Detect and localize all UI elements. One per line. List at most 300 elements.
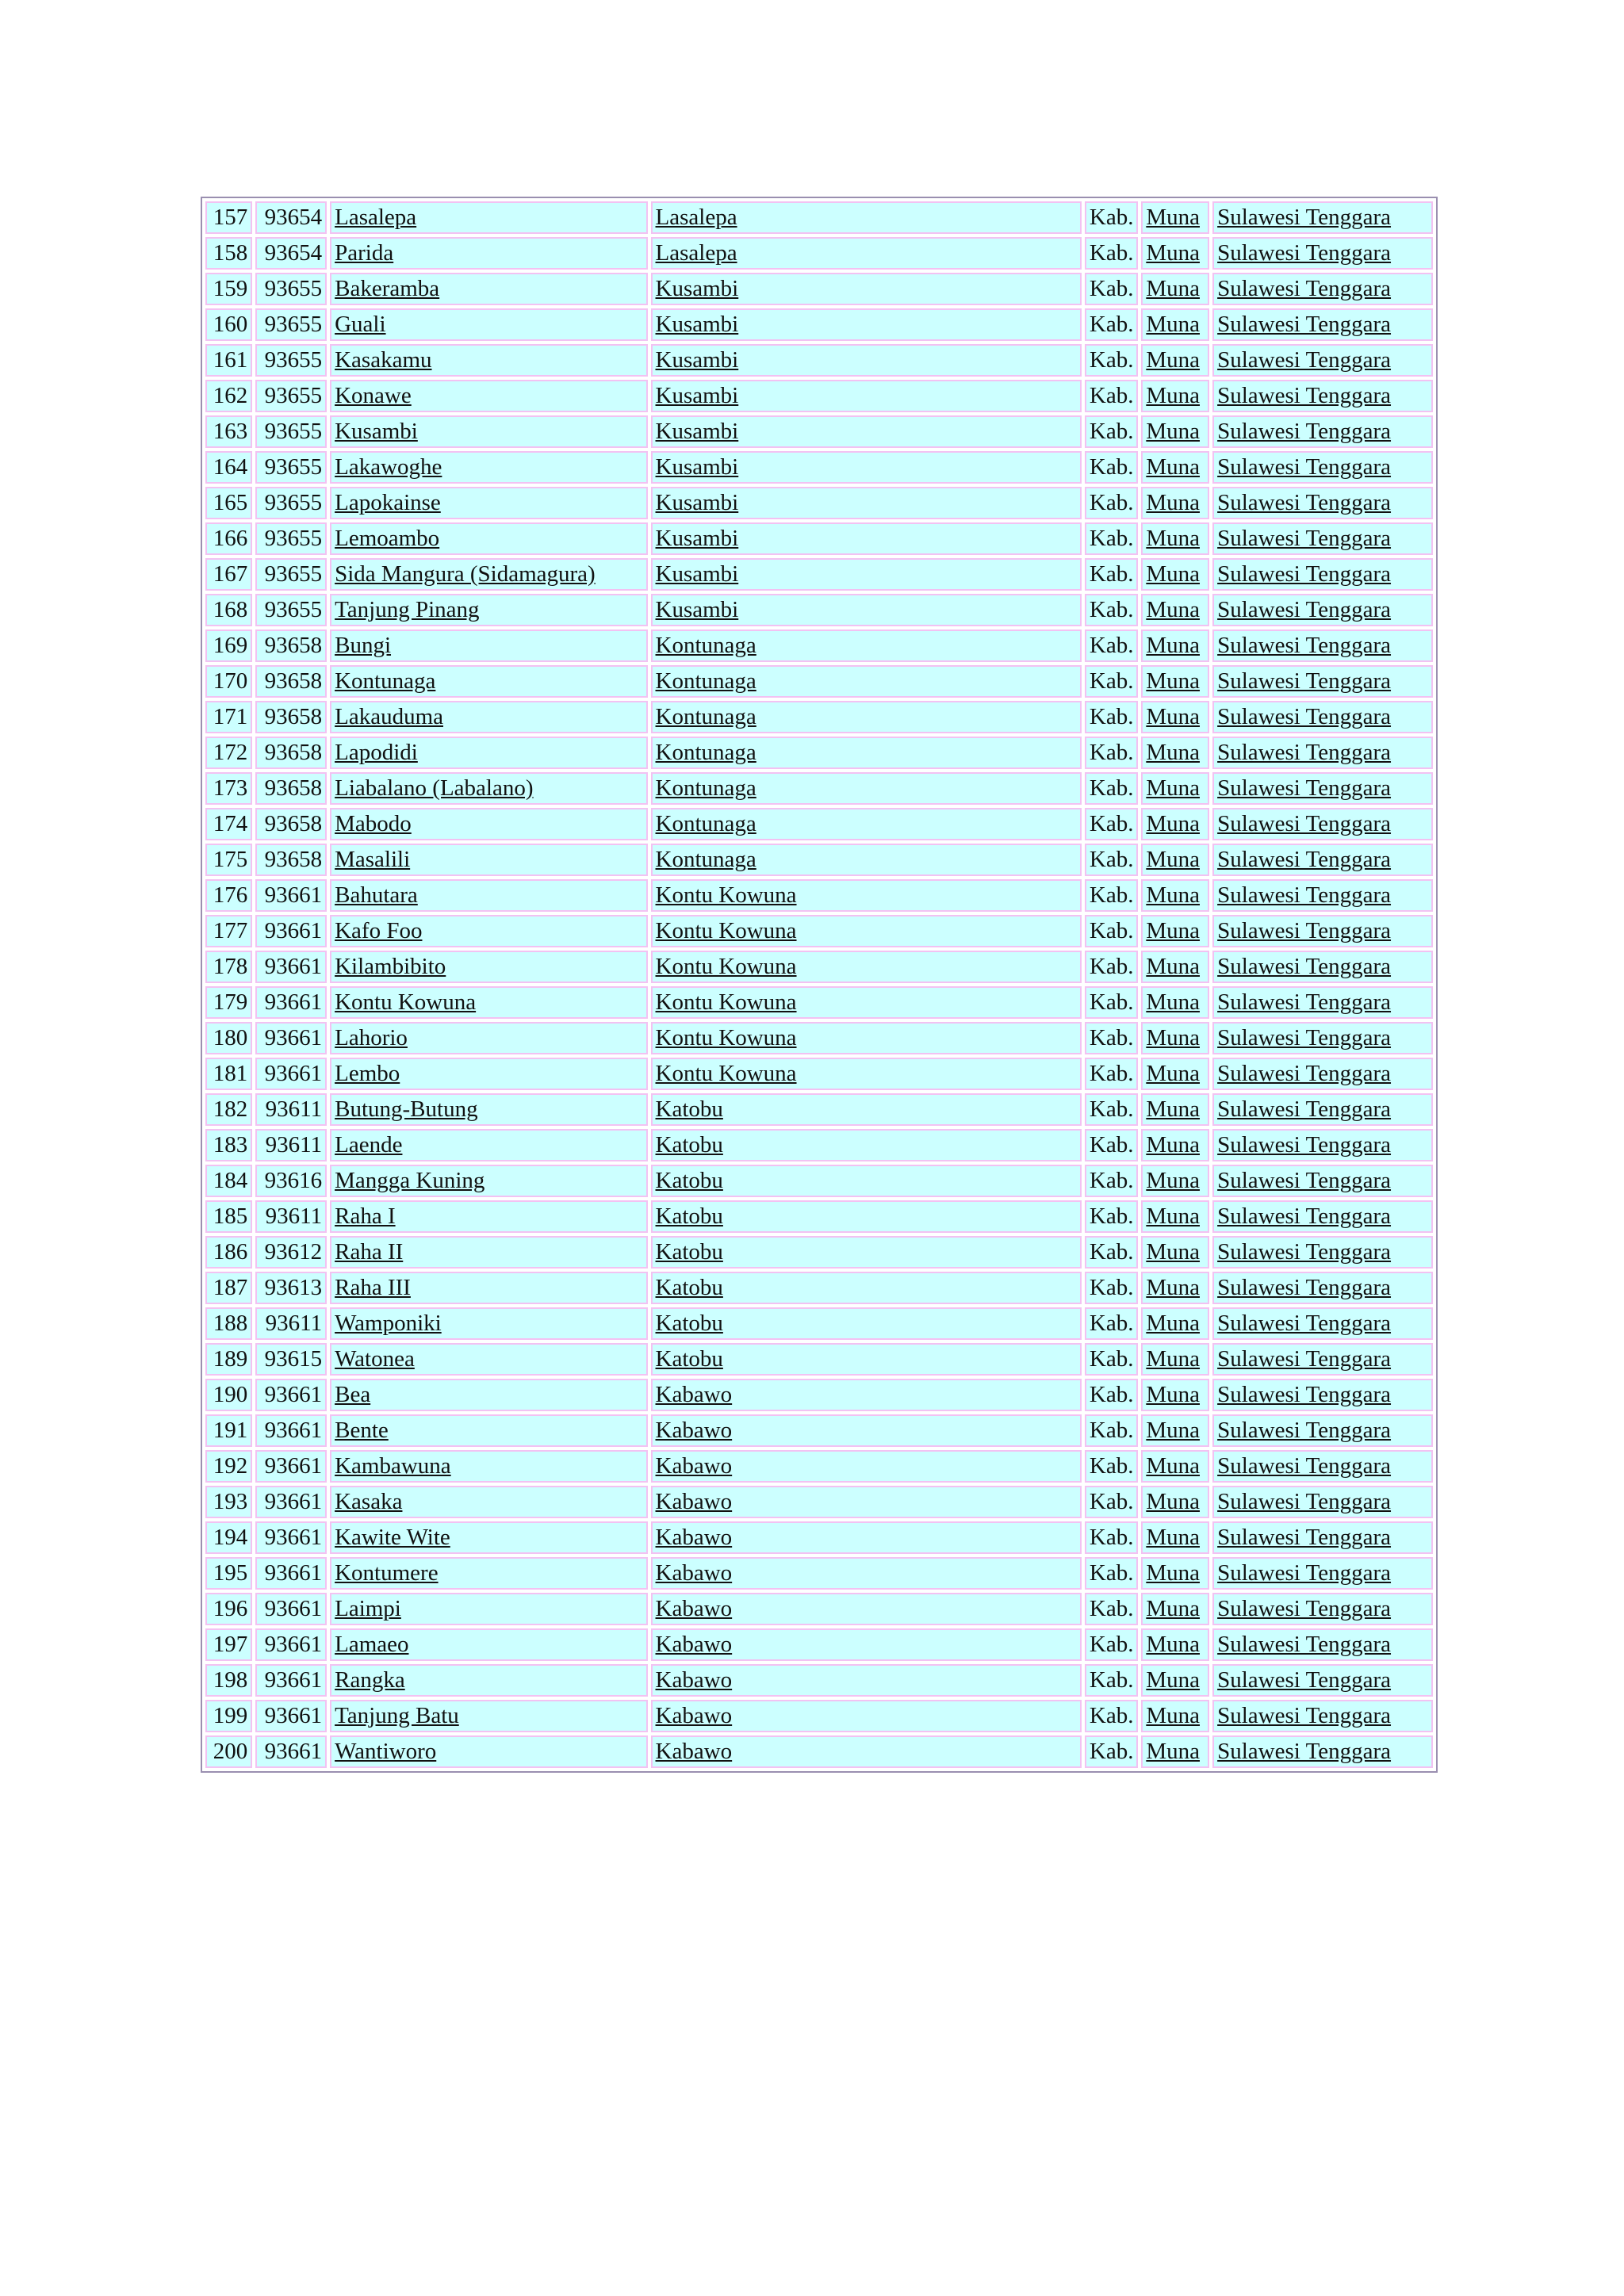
village-link[interactable]: Bakeramba: [335, 276, 440, 301]
village-link[interactable]: Tanjung Batu: [335, 1703, 459, 1728]
table-row: [205, 1236, 1433, 1269]
village-link[interactable]: Kasaka: [335, 1489, 403, 1514]
province-link[interactable]: Sulawesi Tenggara: [1217, 490, 1392, 515]
district-link[interactable]: Kontunaga: [655, 668, 756, 694]
regency-type: Kab.: [1089, 1275, 1134, 1300]
district-link[interactable]: Katobu: [655, 1311, 723, 1336]
village-link[interactable]: Laimpi: [335, 1596, 401, 1621]
village-link-cell: [330, 1307, 647, 1340]
province-link[interactable]: Sulawesi Tenggara: [1217, 1061, 1392, 1086]
province-link-cell: [1212, 1058, 1433, 1090]
village-link[interactable]: Liabalano (Labalano): [335, 775, 534, 801]
postal-code: 93661: [264, 1453, 323, 1479]
postal-code-cell: [255, 1450, 327, 1483]
village-link[interactable]: Laende: [335, 1132, 403, 1158]
regency-link[interactable]: Muna: [1146, 561, 1200, 587]
province-link[interactable]: Sulawesi Tenggara: [1217, 454, 1392, 480]
regency-link-cell: [1141, 1664, 1209, 1697]
table-row: [205, 879, 1433, 912]
district-link[interactable]: Kusambi: [655, 383, 739, 408]
province-link[interactable]: Sulawesi Tenggara: [1217, 526, 1392, 551]
district-link[interactable]: Kusambi: [655, 454, 739, 480]
postal-code: 93661: [264, 1418, 323, 1443]
village-link[interactable]: Kambawuna: [335, 1453, 451, 1479]
province-link-cell: [1212, 772, 1433, 805]
postal-code: 93611: [265, 1203, 323, 1229]
regency-link-cell: [1141, 986, 1209, 1019]
table-row: [205, 737, 1433, 769]
village-link[interactable]: Bungi: [335, 633, 392, 658]
postal-code-cell: [255, 237, 327, 270]
district-link[interactable]: Kabawo: [655, 1739, 733, 1764]
regency-link[interactable]: Muna: [1146, 1418, 1200, 1443]
regency-link[interactable]: Muna: [1146, 383, 1200, 408]
district-link[interactable]: Kusambi: [655, 347, 739, 373]
table-row: [205, 558, 1433, 591]
province-link[interactable]: Sulawesi Tenggara: [1217, 1239, 1392, 1265]
regency-link-cell: [1141, 308, 1209, 341]
row-number: 164: [213, 454, 248, 480]
district-link[interactable]: Kabawo: [655, 1667, 733, 1693]
table-row: [205, 1379, 1433, 1411]
row-number-cell: [205, 451, 252, 484]
village-link[interactable]: Kafo Foo: [335, 918, 423, 943]
district-link[interactable]: Katobu: [655, 1096, 723, 1122]
regency-link[interactable]: Muna: [1146, 205, 1200, 230]
regency-link-cell: [1141, 1521, 1209, 1554]
province-link-cell: [1212, 380, 1433, 412]
province-link[interactable]: Sulawesi Tenggara: [1217, 1025, 1392, 1050]
province-link[interactable]: Sulawesi Tenggara: [1217, 597, 1392, 622]
regency-link[interactable]: Muna: [1146, 775, 1200, 801]
district-link[interactable]: Katobu: [655, 1346, 723, 1372]
village-link[interactable]: Mangga Kuning: [335, 1168, 485, 1193]
village-link[interactable]: Kontunaga: [335, 668, 436, 694]
regency-link[interactable]: Muna: [1146, 1703, 1200, 1728]
regency-link[interactable]: Muna: [1146, 1168, 1200, 1193]
regency-link[interactable]: Muna: [1146, 1025, 1200, 1050]
district-link[interactable]: Kontu Kowuna: [655, 918, 797, 943]
postal-code-cell: [255, 1165, 327, 1197]
district-link-cell: [651, 594, 1082, 626]
village-link[interactable]: Konawe: [335, 383, 412, 408]
row-number-cell: [205, 1272, 252, 1304]
postal-code-cell: [255, 1200, 327, 1233]
village-link[interactable]: Kontumere: [335, 1560, 439, 1586]
village-link-cell: [330, 1486, 647, 1518]
province-link[interactable]: Sulawesi Tenggara: [1217, 240, 1392, 266]
district-link[interactable]: Kabawo: [655, 1382, 733, 1407]
regency-link[interactable]: Muna: [1146, 526, 1200, 551]
district-link-cell: [651, 1093, 1082, 1126]
row-number-cell: [205, 308, 252, 341]
village-link[interactable]: Lemoambo: [335, 526, 440, 551]
district-link[interactable]: Kabawo: [655, 1525, 733, 1550]
district-link[interactable]: Kusambi: [655, 526, 739, 551]
district-link[interactable]: Kabawo: [655, 1418, 733, 1443]
province-link[interactable]: Sulawesi Tenggara: [1217, 811, 1392, 836]
village-link[interactable]: Raha I: [335, 1203, 396, 1229]
province-link[interactable]: Sulawesi Tenggara: [1217, 1596, 1392, 1621]
district-link[interactable]: Lasalepa: [655, 205, 737, 230]
regency-link[interactable]: Muna: [1146, 1096, 1200, 1122]
district-link[interactable]: Kontu Kowuna: [655, 989, 797, 1015]
regency-link[interactable]: Muna: [1146, 312, 1200, 337]
regency-link[interactable]: Muna: [1146, 1275, 1200, 1300]
district-link[interactable]: Kontu Kowuna: [655, 882, 797, 908]
regency-type-cell: [1085, 665, 1138, 698]
district-link[interactable]: Kusambi: [655, 561, 739, 587]
regency-link[interactable]: Muna: [1146, 882, 1200, 908]
district-link[interactable]: Kabawo: [655, 1453, 733, 1479]
province-link[interactable]: Sulawesi Tenggara: [1217, 1667, 1392, 1693]
regency-link[interactable]: Muna: [1146, 454, 1200, 480]
district-link-cell: [651, 1307, 1082, 1340]
district-link[interactable]: Kontu Kowuna: [655, 1061, 797, 1086]
postal-code-cell: [255, 1700, 327, 1732]
postal-code-cell: [255, 1735, 327, 1768]
district-link[interactable]: Kusambi: [655, 312, 739, 337]
province-link[interactable]: Sulawesi Tenggara: [1217, 1632, 1392, 1657]
regency-link[interactable]: Muna: [1146, 740, 1200, 765]
village-link[interactable]: Bahutara: [335, 882, 418, 908]
village-link[interactable]: Guali: [335, 312, 386, 337]
province-link[interactable]: Sulawesi Tenggara: [1217, 740, 1392, 765]
district-link[interactable]: Katobu: [655, 1168, 723, 1193]
regency-link-cell: [1141, 415, 1209, 448]
village-link[interactable]: Kusambi: [335, 419, 418, 444]
regency-link[interactable]: Muna: [1146, 597, 1200, 622]
regency-link[interactable]: Muna: [1146, 490, 1200, 515]
province-link[interactable]: Sulawesi Tenggara: [1217, 205, 1392, 230]
postal-code-cell: [255, 951, 327, 983]
province-link[interactable]: Sulawesi Tenggara: [1217, 1703, 1392, 1728]
district-link-cell: [651, 344, 1082, 377]
district-link[interactable]: Kontu Kowuna: [655, 1025, 797, 1050]
regency-link[interactable]: Muna: [1146, 1596, 1200, 1621]
village-link[interactable]: Kontu Kowuna: [335, 989, 477, 1015]
district-link-cell: [651, 1343, 1082, 1376]
regency-link[interactable]: Muna: [1146, 1739, 1200, 1764]
province-link[interactable]: Sulawesi Tenggara: [1217, 633, 1392, 658]
province-link[interactable]: Sulawesi Tenggara: [1217, 1096, 1392, 1122]
village-link[interactable]: Mabodo: [335, 811, 412, 836]
regency-link[interactable]: Muna: [1146, 1489, 1200, 1514]
district-link[interactable]: Kusambi: [655, 419, 739, 444]
district-link[interactable]: Katobu: [655, 1132, 723, 1158]
province-link[interactable]: Sulawesi Tenggara: [1217, 668, 1392, 694]
province-link[interactable]: Sulawesi Tenggara: [1217, 561, 1392, 587]
regency-link[interactable]: Muna: [1146, 1132, 1200, 1158]
province-link[interactable]: Sulawesi Tenggara: [1217, 1203, 1392, 1229]
district-link[interactable]: Katobu: [655, 1275, 723, 1300]
province-link-cell: [1212, 665, 1433, 698]
district-link[interactable]: Kabawo: [655, 1703, 733, 1728]
district-link-cell: [651, 1129, 1082, 1161]
district-link-cell: [651, 1414, 1082, 1447]
district-link-cell: [651, 665, 1082, 698]
regency-link-cell: [1141, 1379, 1209, 1411]
province-link[interactable]: Sulawesi Tenggara: [1217, 918, 1392, 943]
village-link[interactable]: Butung-Butung: [335, 1096, 478, 1122]
village-link[interactable]: Kawite Wite: [335, 1525, 450, 1550]
regency-link[interactable]: Muna: [1146, 1382, 1200, 1407]
village-link[interactable]: Sida Mangura (Sidamagura): [335, 561, 596, 587]
province-link-cell: [1212, 844, 1433, 876]
regency-type: Kab.: [1089, 419, 1134, 444]
regency-link[interactable]: Muna: [1146, 1061, 1200, 1086]
table-row: [205, 487, 1433, 519]
postal-code-cell: [255, 701, 327, 733]
province-link[interactable]: Sulawesi Tenggara: [1217, 989, 1392, 1015]
postal-code-cell: [255, 415, 327, 448]
province-link[interactable]: Sulawesi Tenggara: [1217, 276, 1392, 301]
postal-code: 93611: [265, 1311, 323, 1336]
regency-link[interactable]: Muna: [1146, 668, 1200, 694]
village-link-cell: [330, 1272, 647, 1304]
regency-link[interactable]: Muna: [1146, 1346, 1200, 1372]
regency-type: Kab.: [1089, 1346, 1134, 1372]
row-number: 182: [213, 1096, 248, 1122]
village-link[interactable]: Watonea: [335, 1346, 415, 1372]
village-link-cell: [330, 308, 647, 341]
table-row: [205, 237, 1433, 270]
village-link[interactable]: Lapodidi: [335, 740, 418, 765]
regency-link[interactable]: Muna: [1146, 1239, 1200, 1265]
regency-link[interactable]: Muna: [1146, 704, 1200, 729]
province-link[interactable]: Sulawesi Tenggara: [1217, 1739, 1392, 1764]
province-link[interactable]: Sulawesi Tenggara: [1217, 1525, 1392, 1550]
postal-code-cell: [255, 201, 327, 234]
province-link[interactable]: Sulawesi Tenggara: [1217, 704, 1392, 729]
district-link[interactable]: Kusambi: [655, 490, 739, 515]
regency-link[interactable]: Muna: [1146, 989, 1200, 1015]
district-link[interactable]: Kontunaga: [655, 740, 756, 765]
district-link-cell: [651, 1200, 1082, 1233]
table-row: [205, 344, 1433, 377]
village-link[interactable]: Wantiworo: [335, 1739, 437, 1764]
village-link[interactable]: Lapokainse: [335, 490, 441, 515]
table-row: [205, 415, 1433, 448]
village-link[interactable]: Rangka: [335, 1667, 405, 1693]
district-link-cell: [651, 1557, 1082, 1590]
row-number-cell: [205, 1593, 252, 1625]
province-link[interactable]: Sulawesi Tenggara: [1217, 419, 1392, 444]
table-row: [205, 808, 1433, 840]
regency-type-cell: [1085, 237, 1138, 270]
village-link[interactable]: Raha II: [335, 1239, 404, 1265]
province-link[interactable]: Sulawesi Tenggara: [1217, 1418, 1392, 1443]
table-row: [205, 1165, 1433, 1197]
province-link[interactable]: Sulawesi Tenggara: [1217, 347, 1392, 373]
district-link[interactable]: Kontunaga: [655, 847, 756, 872]
village-link[interactable]: Parida: [335, 240, 394, 266]
row-number: 198: [213, 1667, 248, 1693]
village-link[interactable]: Lembo: [335, 1061, 400, 1086]
village-link-cell: [330, 808, 647, 840]
regency-link[interactable]: Muna: [1146, 633, 1200, 658]
province-link[interactable]: Sulawesi Tenggara: [1217, 882, 1392, 908]
district-link[interactable]: Kusambi: [655, 276, 739, 301]
district-link-cell: [651, 237, 1082, 270]
province-link-cell: [1212, 558, 1433, 591]
row-number: 173: [213, 775, 248, 801]
province-link[interactable]: Sulawesi Tenggara: [1217, 1382, 1392, 1407]
village-link-cell: [330, 951, 647, 983]
regency-link[interactable]: Muna: [1146, 347, 1200, 373]
regency-link[interactable]: Muna: [1146, 811, 1200, 836]
district-link[interactable]: Kabawo: [655, 1596, 733, 1621]
district-link[interactable]: Kabawo: [655, 1632, 733, 1657]
regency-link[interactable]: Muna: [1146, 1525, 1200, 1550]
village-link[interactable]: Masalili: [335, 847, 411, 872]
row-number: 157: [213, 205, 248, 230]
district-link[interactable]: Kabawo: [655, 1560, 733, 1586]
regency-link[interactable]: Muna: [1146, 847, 1200, 872]
regency-link[interactable]: Muna: [1146, 1453, 1200, 1479]
province-link[interactable]: Sulawesi Tenggara: [1217, 383, 1392, 408]
district-link[interactable]: Kontunaga: [655, 811, 756, 836]
regency-link[interactable]: Muna: [1146, 954, 1200, 979]
district-link-cell: [651, 701, 1082, 733]
district-link[interactable]: Kontunaga: [655, 704, 756, 729]
village-link[interactable]: Wamponiki: [335, 1311, 442, 1336]
province-link[interactable]: Sulawesi Tenggara: [1217, 312, 1392, 337]
row-number: 197: [213, 1632, 248, 1657]
province-link-cell: [1212, 308, 1433, 341]
province-link[interactable]: Sulawesi Tenggara: [1217, 1275, 1392, 1300]
village-link[interactable]: Lahorio: [335, 1025, 408, 1050]
row-number: 162: [213, 383, 248, 408]
regency-link[interactable]: Muna: [1146, 240, 1200, 266]
province-link-cell: [1212, 1557, 1433, 1590]
regency-link[interactable]: Muna: [1146, 419, 1200, 444]
regency-type-cell: [1085, 273, 1138, 305]
table-row: [205, 701, 1433, 733]
district-link-cell: [651, 772, 1082, 805]
row-number-cell: [205, 201, 252, 234]
row-number-cell: [205, 594, 252, 626]
province-link-cell: [1212, 344, 1433, 377]
regency-link[interactable]: Muna: [1146, 276, 1200, 301]
postal-code: 93655: [264, 419, 323, 444]
table-row: [205, 1058, 1433, 1090]
province-link[interactable]: Sulawesi Tenggara: [1217, 1560, 1392, 1586]
district-link[interactable]: Lasalepa: [655, 240, 737, 266]
province-link[interactable]: Sulawesi Tenggara: [1217, 775, 1392, 801]
province-link[interactable]: Sulawesi Tenggara: [1217, 1132, 1392, 1158]
table-row: [205, 1307, 1433, 1340]
province-link[interactable]: Sulawesi Tenggara: [1217, 847, 1392, 872]
district-link[interactable]: Kontunaga: [655, 775, 756, 801]
district-link-cell: [651, 1486, 1082, 1518]
district-link[interactable]: Katobu: [655, 1239, 723, 1265]
row-number: 185: [213, 1203, 248, 1229]
regency-type-cell: [1085, 1343, 1138, 1376]
village-link-cell: [330, 451, 647, 484]
regency-link-cell: [1141, 237, 1209, 270]
regency-link-cell: [1141, 1129, 1209, 1161]
village-link-cell: [330, 237, 647, 270]
province-link-cell: [1212, 1735, 1433, 1768]
regency-type-cell: [1085, 915, 1138, 947]
village-link[interactable]: Lakawoghe: [335, 454, 442, 480]
district-link[interactable]: Katobu: [655, 1203, 723, 1229]
regency-type: Kab.: [1089, 490, 1134, 515]
row-number: 200: [213, 1739, 248, 1764]
village-link-cell: [330, 1129, 647, 1161]
regency-type: Kab.: [1089, 704, 1134, 729]
regency-link-cell: [1141, 737, 1209, 769]
row-number: 183: [213, 1132, 248, 1158]
village-link[interactable]: Raha III: [335, 1275, 411, 1300]
village-link[interactable]: Kasakamu: [335, 347, 432, 373]
village-link-cell: [330, 1379, 647, 1411]
province-link[interactable]: Sulawesi Tenggara: [1217, 1489, 1392, 1514]
regency-type: Kab.: [1089, 1489, 1134, 1514]
regency-link-cell: [1141, 487, 1209, 519]
village-link[interactable]: Lasalepa: [335, 205, 417, 230]
province-link[interactable]: Sulawesi Tenggara: [1217, 1346, 1392, 1372]
regency-type-cell: [1085, 1557, 1138, 1590]
row-number: 170: [213, 668, 248, 694]
province-link[interactable]: Sulawesi Tenggara: [1217, 1453, 1392, 1479]
village-link[interactable]: Tanjung Pinang: [335, 597, 480, 622]
province-link-cell: [1212, 879, 1433, 912]
province-link-cell: [1212, 237, 1433, 270]
regency-link[interactable]: Muna: [1146, 1667, 1200, 1693]
village-link[interactable]: Lakauduma: [335, 704, 443, 729]
regency-link[interactable]: Muna: [1146, 1560, 1200, 1586]
province-link-cell: [1212, 1343, 1433, 1376]
district-link[interactable]: Kabawo: [655, 1489, 733, 1514]
regency-type: Kab.: [1089, 1596, 1134, 1621]
province-link-cell: [1212, 522, 1433, 555]
row-number: 158: [213, 240, 248, 266]
regency-link[interactable]: Muna: [1146, 1311, 1200, 1336]
district-link[interactable]: Kontu Kowuna: [655, 954, 797, 979]
province-link-cell: [1212, 1093, 1433, 1126]
regency-link[interactable]: Muna: [1146, 1203, 1200, 1229]
regency-type-cell: [1085, 594, 1138, 626]
row-number-cell: [205, 986, 252, 1019]
province-link[interactable]: Sulawesi Tenggara: [1217, 1311, 1392, 1336]
regency-type: Kab.: [1089, 454, 1134, 480]
village-link-cell: [330, 915, 647, 947]
regency-type: Kab.: [1089, 240, 1134, 266]
regency-link-cell: [1141, 1593, 1209, 1625]
row-number-cell: [205, 1307, 252, 1340]
village-link[interactable]: Lamaeo: [335, 1632, 409, 1657]
regency-link[interactable]: Muna: [1146, 918, 1200, 943]
village-link[interactable]: Bente: [335, 1418, 389, 1443]
regency-type-cell: [1085, 1093, 1138, 1126]
regency-type-cell: [1085, 1593, 1138, 1625]
row-number: 168: [213, 597, 248, 622]
postal-code-cell: [255, 1093, 327, 1126]
village-link[interactable]: Bea: [335, 1382, 371, 1407]
row-number: 191: [213, 1418, 248, 1443]
province-link[interactable]: Sulawesi Tenggara: [1217, 1168, 1392, 1193]
regency-type: Kab.: [1089, 918, 1134, 943]
district-link[interactable]: Kontunaga: [655, 633, 756, 658]
regency-link-cell: [1141, 273, 1209, 305]
province-link[interactable]: Sulawesi Tenggara: [1217, 954, 1392, 979]
regency-link-cell: [1141, 879, 1209, 912]
district-link[interactable]: Kusambi: [655, 597, 739, 622]
village-link[interactable]: Kilambibito: [335, 954, 446, 979]
regency-link[interactable]: Muna: [1146, 1632, 1200, 1657]
